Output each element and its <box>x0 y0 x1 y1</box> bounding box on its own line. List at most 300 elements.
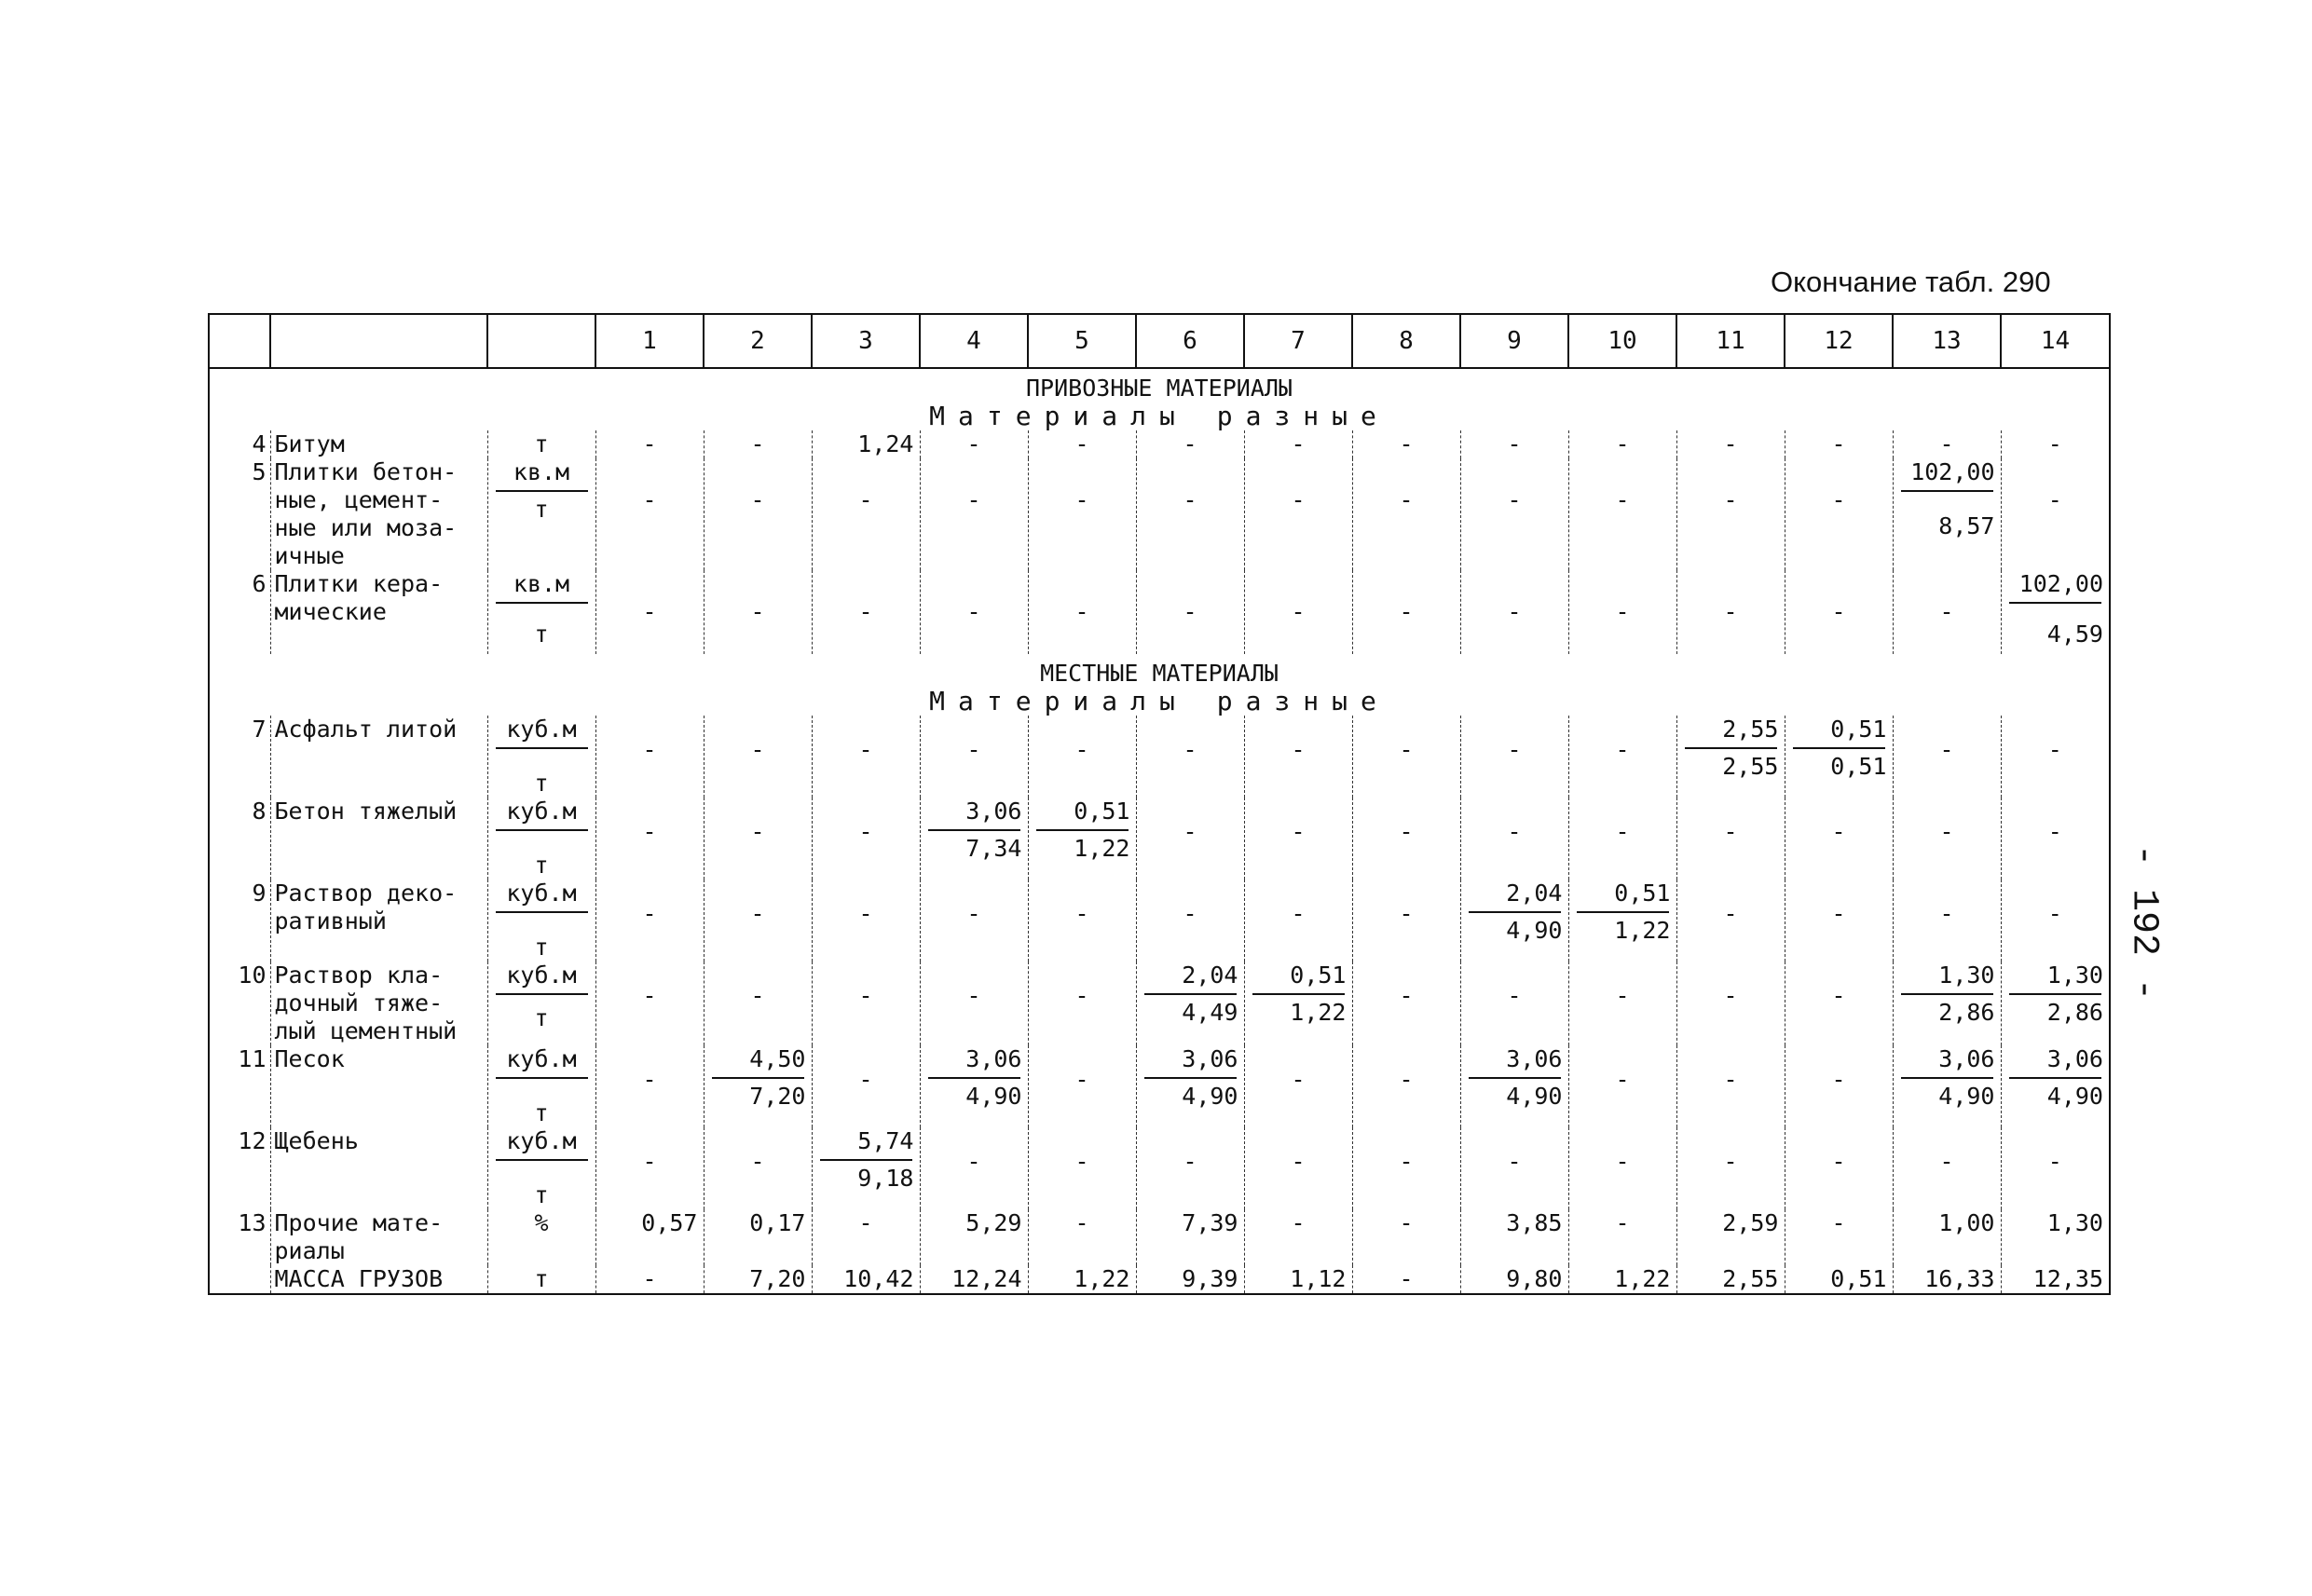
cell-col-8 <box>1352 798 1460 880</box>
value: - <box>1831 598 1846 625</box>
value: - <box>750 486 765 513</box>
value-bottom: 9,18 <box>857 1165 914 1192</box>
spacer <box>1894 496 2001 512</box>
cell-col-11 <box>1676 430 1785 458</box>
cell-col-9 <box>1460 1127 1568 1209</box>
cell-col-1 <box>595 798 704 880</box>
cell-col-14 <box>2001 1045 2110 1127</box>
value: 9,80 <box>1506 1265 1563 1292</box>
table-row <box>209 1265 2110 1294</box>
value: - <box>2047 900 2062 927</box>
cell-col-3 <box>812 430 920 458</box>
value: - <box>1074 598 1089 625</box>
value: - <box>858 818 873 845</box>
cell-col-10 <box>1568 1209 1676 1265</box>
cell-col-10 <box>1568 1127 1676 1209</box>
cell-col-7 <box>1244 962 1352 1045</box>
spacer <box>705 570 812 598</box>
cell-col-12 <box>1785 962 1893 1045</box>
cell-col-1 <box>595 1045 704 1127</box>
value: - <box>750 1148 765 1175</box>
value-top: 2,04 <box>1506 880 1563 907</box>
spacer <box>1353 1127 1460 1148</box>
cell-col-11 <box>1676 458 1785 570</box>
value: - <box>1831 1066 1846 1093</box>
cell-col-11 <box>1676 1045 1785 1127</box>
value: - <box>1291 818 1306 845</box>
cell-col-11 <box>1676 716 1785 798</box>
spacer <box>596 1127 704 1148</box>
cell-col-5 <box>1028 880 1136 962</box>
spacer <box>1785 1127 1893 1148</box>
value-top: 2,04 <box>1182 962 1238 989</box>
spacer <box>1461 716 1568 736</box>
table-row <box>209 430 2110 458</box>
value-bottom: 4,49 <box>1182 999 1238 1026</box>
spacer <box>2002 1127 2110 1148</box>
row-unit <box>487 570 595 654</box>
row-name: Щебень <box>270 1127 487 1209</box>
cell-col-4 <box>920 1209 1028 1265</box>
value: 5,29 <box>965 1209 1022 1236</box>
header-col-8: 6 <box>1136 314 1244 368</box>
row-number: 8 <box>209 798 270 880</box>
spacer <box>813 880 920 900</box>
spacer <box>1894 798 2001 818</box>
spacer <box>705 962 812 982</box>
cell-col-13 <box>1893 880 2001 962</box>
cell-col-7 <box>1244 798 1352 880</box>
spacer <box>488 1083 595 1099</box>
cell-col-3 <box>812 458 920 570</box>
cell-col-11 <box>1676 570 1785 654</box>
cell-col-6 <box>1136 962 1244 1045</box>
cell-col-10 <box>1568 716 1676 798</box>
cell-col-7 <box>1244 430 1352 458</box>
row-unit <box>487 430 595 458</box>
value: - <box>1399 1265 1414 1292</box>
value: - <box>966 900 981 927</box>
spacer <box>1894 880 2001 900</box>
value: - <box>642 598 657 625</box>
spacer <box>1461 962 1568 982</box>
cell-col-6 <box>1136 1265 1244 1294</box>
cell-col-10 <box>1568 962 1676 1045</box>
spacer <box>705 880 812 900</box>
spacer <box>1137 716 1244 736</box>
spacer <box>2002 716 2110 736</box>
value: - <box>1615 598 1630 625</box>
table-row <box>209 1127 2110 1209</box>
value: - <box>2047 818 2062 845</box>
row-number: 12 <box>209 1127 270 1209</box>
value: - <box>1723 818 1738 845</box>
row-name: Прочие мате- риалы <box>270 1209 487 1265</box>
cell-col-1 <box>595 716 704 798</box>
cell-col-13 <box>1893 798 2001 880</box>
section-subtitle: Материалы разные <box>209 688 2110 716</box>
header-col-16: 14 <box>2001 314 2110 368</box>
cell-col-13 <box>1893 1045 2001 1127</box>
spacer <box>1029 962 1136 982</box>
spacer <box>1677 570 1785 598</box>
value: 10,42 <box>843 1265 914 1292</box>
cell-col-7 <box>1244 458 1352 570</box>
cell-col-10 <box>1568 1265 1676 1294</box>
value: - <box>1831 818 1846 845</box>
value: - <box>966 982 981 1009</box>
value: - <box>1074 900 1089 927</box>
unit-bottom: т <box>534 1004 549 1031</box>
spacer <box>2002 798 2110 818</box>
materials-table <box>208 313 2111 1295</box>
value: - <box>2047 430 2062 457</box>
value: - <box>1291 1209 1306 1236</box>
header-col-2 <box>487 314 595 368</box>
spacer <box>1353 458 1460 486</box>
cell-col-7 <box>1244 880 1352 962</box>
value: - <box>1723 1066 1738 1093</box>
value: - <box>1291 1066 1306 1093</box>
value-bottom: 2,55 <box>1722 753 1779 780</box>
fraction-bar <box>1144 993 1237 995</box>
table-row <box>209 798 2110 880</box>
cell-col-9 <box>1460 1265 1568 1294</box>
cell-col-6 <box>1136 458 1244 570</box>
value-bottom: 4,90 <box>1506 917 1563 944</box>
value: - <box>750 900 765 927</box>
cell-col-2 <box>704 716 812 798</box>
row-number: 13 <box>209 1209 270 1265</box>
table-row <box>209 1045 2110 1127</box>
value: - <box>1291 486 1306 513</box>
value: 2,55 <box>1722 1265 1779 1292</box>
cell-col-10 <box>1568 430 1676 458</box>
value: - <box>966 486 981 513</box>
spacer <box>2002 458 2110 486</box>
cell-col-14 <box>2001 458 2110 570</box>
fraction-bar <box>1685 747 1777 749</box>
unit-top: куб.м <box>506 880 577 907</box>
value: - <box>1723 900 1738 927</box>
cell-col-14 <box>2001 570 2110 654</box>
cell-col-11 <box>1676 962 1785 1045</box>
cell-col-8 <box>1352 962 1460 1045</box>
value: - <box>1507 818 1522 845</box>
cell-col-2 <box>704 1045 812 1127</box>
value: - <box>858 1066 873 1093</box>
cell-col-4 <box>920 1127 1028 1209</box>
cell-col-9 <box>1460 1209 1568 1265</box>
value: - <box>1291 598 1306 625</box>
unit-divider <box>496 747 588 749</box>
spacer <box>1353 880 1460 900</box>
value: - <box>750 430 765 457</box>
spacer <box>596 570 704 598</box>
cell-col-3 <box>812 1127 920 1209</box>
spacer <box>1353 962 1460 982</box>
cell-col-7 <box>1244 1265 1352 1294</box>
row-unit <box>487 1209 595 1265</box>
cell-col-10 <box>1568 798 1676 880</box>
value-bottom: 4,90 <box>965 1083 1022 1110</box>
cell-col-6 <box>1136 716 1244 798</box>
spacer <box>488 917 595 934</box>
cell-col-11 <box>1676 1127 1785 1209</box>
spacer <box>1029 880 1136 900</box>
row-name: Плитки кера- мические <box>270 570 487 654</box>
cell-col-14 <box>2001 1209 2110 1265</box>
fraction-bar <box>2009 1077 2102 1079</box>
value: 1,24 <box>857 430 914 457</box>
value: - <box>642 486 657 513</box>
value-bottom: 7,20 <box>749 1083 806 1110</box>
value: - <box>966 1148 981 1175</box>
unit-divider <box>496 911 588 913</box>
value-top: 4,50 <box>749 1045 806 1072</box>
value: - <box>1074 1066 1089 1093</box>
fraction-bar <box>1036 829 1129 831</box>
value: - <box>1723 598 1738 625</box>
unit-top: куб.м <box>506 716 577 743</box>
cell-col-4 <box>920 570 1028 654</box>
spacer <box>813 716 920 736</box>
value-top: 2,55 <box>1722 716 1779 743</box>
row-number: 5 <box>209 458 270 570</box>
cell-col-13 <box>1893 458 2001 570</box>
table-row <box>209 458 2110 570</box>
value: - <box>1399 1148 1414 1175</box>
spacer <box>596 716 704 736</box>
value: 1,22 <box>1074 1265 1130 1292</box>
spacer <box>1785 458 1893 486</box>
cell-col-5 <box>1028 716 1136 798</box>
value: - <box>1183 900 1197 927</box>
cell-col-8 <box>1352 430 1460 458</box>
spacer <box>488 607 595 621</box>
section-title: МЕСТНЫЕ МАТЕРИАЛЫ <box>209 654 2110 688</box>
row-unit <box>487 1045 595 1127</box>
cell-col-2 <box>704 880 812 962</box>
cell-col-1 <box>595 1265 704 1294</box>
row-unit <box>487 1127 595 1209</box>
table-row <box>209 1209 2110 1265</box>
cell-col-11 <box>1676 880 1785 962</box>
row-unit <box>487 1265 595 1294</box>
row-unit <box>487 880 595 962</box>
cell-col-6 <box>1136 1045 1244 1127</box>
value-bottom: 4,90 <box>1938 1083 1995 1110</box>
spacer <box>1029 570 1136 598</box>
table-row <box>209 880 2110 962</box>
cell-col-3 <box>812 798 920 880</box>
fraction-bar <box>712 1077 804 1079</box>
value-top: 3,06 <box>965 798 1022 825</box>
cell-col-6 <box>1136 570 1244 654</box>
spacer <box>1677 880 1785 900</box>
value: - <box>1939 818 1954 845</box>
cell-col-5 <box>1028 798 1136 880</box>
unit-top: кв.м <box>513 458 570 485</box>
value: - <box>1939 1148 1954 1175</box>
row-name: Раствор деко- ративный <box>270 880 487 962</box>
spacer <box>1785 880 1893 900</box>
spacer <box>921 570 1028 598</box>
value-top: 1,30 <box>1938 962 1995 989</box>
value: - <box>642 736 657 763</box>
cell-col-12 <box>1785 1045 1893 1127</box>
spacer <box>1029 1127 1136 1148</box>
spacer <box>1569 1045 1676 1066</box>
value: - <box>1831 1209 1846 1236</box>
value: - <box>1399 1066 1414 1093</box>
value: - <box>1615 1148 1630 1175</box>
value: - <box>1399 430 1414 457</box>
header-col-15: 13 <box>1893 314 2001 368</box>
value: - <box>1831 486 1846 513</box>
value: 1,30 <box>2046 1209 2103 1236</box>
header-col-0 <box>209 314 270 368</box>
header-col-4: 2 <box>704 314 812 368</box>
value: - <box>1507 1148 1522 1175</box>
cell-col-12 <box>1785 458 1893 570</box>
cell-col-4 <box>920 1265 1028 1294</box>
value: - <box>1507 736 1522 763</box>
spacer <box>1569 1127 1676 1148</box>
value: - <box>1291 736 1306 763</box>
header-col-9: 7 <box>1244 314 1352 368</box>
cell-col-6 <box>1136 430 1244 458</box>
value-bottom: 4,59 <box>2046 621 2103 648</box>
cell-col-12 <box>1785 880 1893 962</box>
value: - <box>1074 430 1089 457</box>
unit-bottom: т <box>534 1181 549 1208</box>
row-name: Битум <box>270 430 487 458</box>
value: - <box>1615 818 1630 845</box>
header-col-13: 11 <box>1676 314 1785 368</box>
value-bottom: 8,57 <box>1938 512 1995 539</box>
page-number: - 192 - <box>2122 843 2165 1002</box>
cell-col-12 <box>1785 570 1893 654</box>
spacer <box>488 835 595 852</box>
value: - <box>1507 430 1522 457</box>
value: - <box>966 430 981 457</box>
value-bottom: 2,86 <box>2046 999 2103 1026</box>
cell-col-14 <box>2001 430 2110 458</box>
value-top: 0,51 <box>1290 962 1347 989</box>
cell-col-8 <box>1352 570 1460 654</box>
row-name: Бетон тяжелый <box>270 798 487 880</box>
value: - <box>1507 598 1522 625</box>
spacer <box>921 716 1028 736</box>
spacer <box>1245 458 1352 486</box>
section-title-row <box>209 654 2110 688</box>
spacer <box>1137 880 1244 900</box>
value: - <box>1723 486 1738 513</box>
fraction-bar <box>1577 911 1669 913</box>
unit-divider <box>496 1159 588 1161</box>
value-top: 5,74 <box>857 1127 914 1154</box>
cell-col-1 <box>595 430 704 458</box>
value: - <box>1723 982 1738 1009</box>
header-col-10: 8 <box>1352 314 1460 368</box>
cell-col-9 <box>1460 570 1568 654</box>
value: 1,22 <box>1614 1265 1671 1292</box>
cell-col-1 <box>595 962 704 1045</box>
value: - <box>1291 430 1306 457</box>
spacer <box>705 1127 812 1148</box>
spacer <box>1353 798 1460 818</box>
unit-bottom: т <box>534 934 549 961</box>
section-subtitle: Материалы разные <box>209 402 2110 430</box>
unit-divider <box>496 602 588 604</box>
spacer <box>921 880 1028 900</box>
spacer <box>1894 716 2001 736</box>
row-unit <box>487 716 595 798</box>
value: 7,39 <box>1182 1209 1238 1236</box>
value-top: 102,00 <box>2018 570 2103 597</box>
value: 3,85 <box>1506 1209 1563 1236</box>
value: 12,35 <box>2032 1265 2103 1292</box>
row-unit <box>487 798 595 880</box>
fraction-bar <box>1469 1077 1561 1079</box>
value: - <box>1939 430 1954 457</box>
value: - <box>966 736 981 763</box>
cell-col-7 <box>1244 1127 1352 1209</box>
spacer <box>1677 1127 1785 1148</box>
cell-col-13 <box>1893 1265 2001 1294</box>
cell-col-7 <box>1244 1209 1352 1265</box>
fraction-bar <box>2009 993 2102 995</box>
cell-col-14 <box>2001 716 2110 798</box>
cell-col-8 <box>1352 1265 1460 1294</box>
value: - <box>1831 900 1846 927</box>
fraction-bar <box>1469 911 1561 913</box>
cell-col-3 <box>812 962 920 1045</box>
cell-col-4 <box>920 430 1028 458</box>
spacer <box>1785 1045 1893 1066</box>
unit-label: т <box>534 1265 549 1292</box>
value: - <box>2047 486 2062 513</box>
cell-col-2 <box>704 1127 812 1209</box>
value: - <box>1183 818 1197 845</box>
value: - <box>1507 486 1522 513</box>
value: 7,20 <box>749 1265 806 1292</box>
value-bottom: 4,90 <box>1506 1083 1563 1110</box>
unit-bottom: т <box>534 496 549 523</box>
cell-col-14 <box>2001 798 2110 880</box>
value: - <box>1723 1148 1738 1175</box>
value: - <box>1507 982 1522 1009</box>
cell-col-4 <box>920 716 1028 798</box>
value-top: 3,06 <box>2046 1045 2103 1072</box>
section-title-row <box>209 368 2110 402</box>
spacer <box>1245 880 1352 900</box>
spacer <box>1461 798 1568 818</box>
spacer <box>1461 570 1568 598</box>
value: - <box>1615 430 1630 457</box>
value-bottom: 1,22 <box>1290 999 1347 1026</box>
spacer <box>813 1045 920 1066</box>
value: 12,24 <box>951 1265 1022 1292</box>
cell-col-14 <box>2001 962 2110 1045</box>
value: - <box>1399 598 1414 625</box>
cell-col-3 <box>812 716 920 798</box>
cell-col-6 <box>1136 1127 1244 1209</box>
cell-col-5 <box>1028 1127 1136 1209</box>
spacer <box>705 798 812 818</box>
spacer <box>1029 716 1136 736</box>
